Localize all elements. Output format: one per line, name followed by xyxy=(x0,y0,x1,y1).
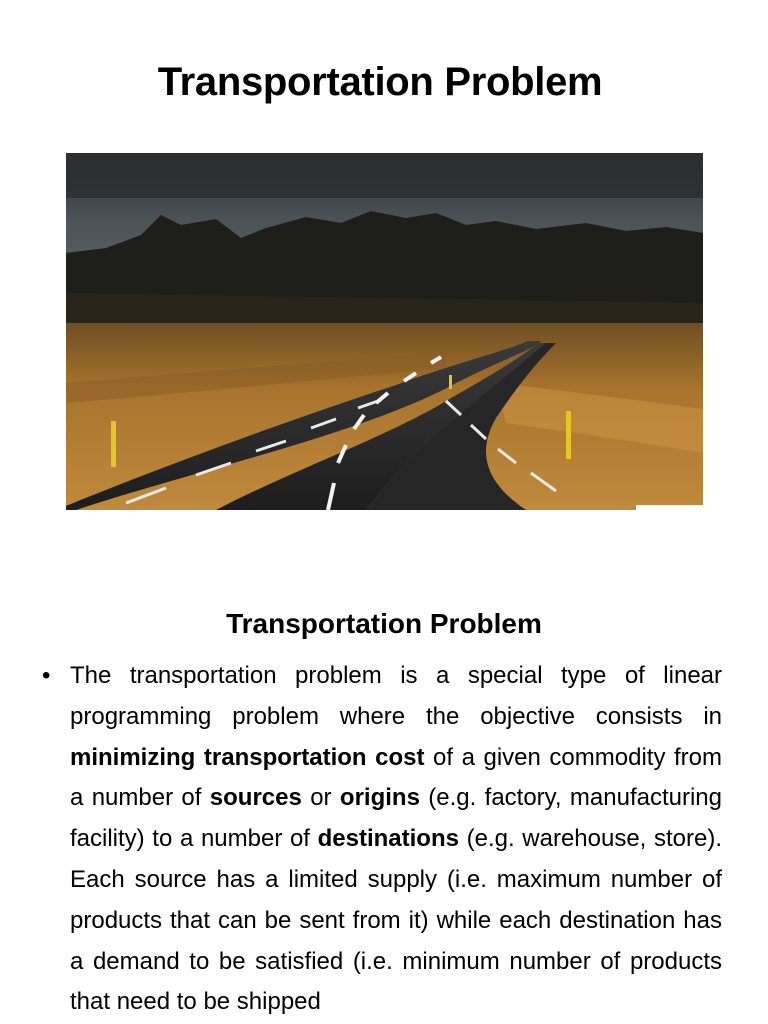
bold-term-sources: sources xyxy=(209,784,302,812)
road-post-left xyxy=(111,421,116,467)
slide-title: Transportation Problem xyxy=(157,60,603,104)
text-segment: (e.g. factory, manufacturing facility) to a number of xyxy=(70,784,722,853)
bullet-list xyxy=(38,656,722,1023)
text-segment: of a given commodity from a number of xyxy=(70,743,723,812)
section-heading: Transportation Problem xyxy=(226,608,542,639)
road-landscape-image xyxy=(66,153,703,510)
text-segment: (e.g. warehouse, store). Each source has a limited supply (i.e. maximum number of products that can be sent from it) while each destination has a demand to be satisfied (i.e. minimum number of products that need to be shipped xyxy=(70,825,722,1016)
bold-term-origins: origins xyxy=(339,784,420,812)
road-post-right xyxy=(566,411,571,459)
text-segment: The transportation problem is a special type of linear programming problem where the objective consists in xyxy=(70,662,722,730)
text-segment: or xyxy=(301,784,340,812)
list-item xyxy=(38,656,722,1023)
bold-term-minimizing-cost: minimizing transportation cost xyxy=(70,743,425,771)
bold-term-destinations: destinations xyxy=(317,825,459,853)
bullet-text xyxy=(70,662,722,1015)
bullet-marker: • xyxy=(42,662,51,689)
